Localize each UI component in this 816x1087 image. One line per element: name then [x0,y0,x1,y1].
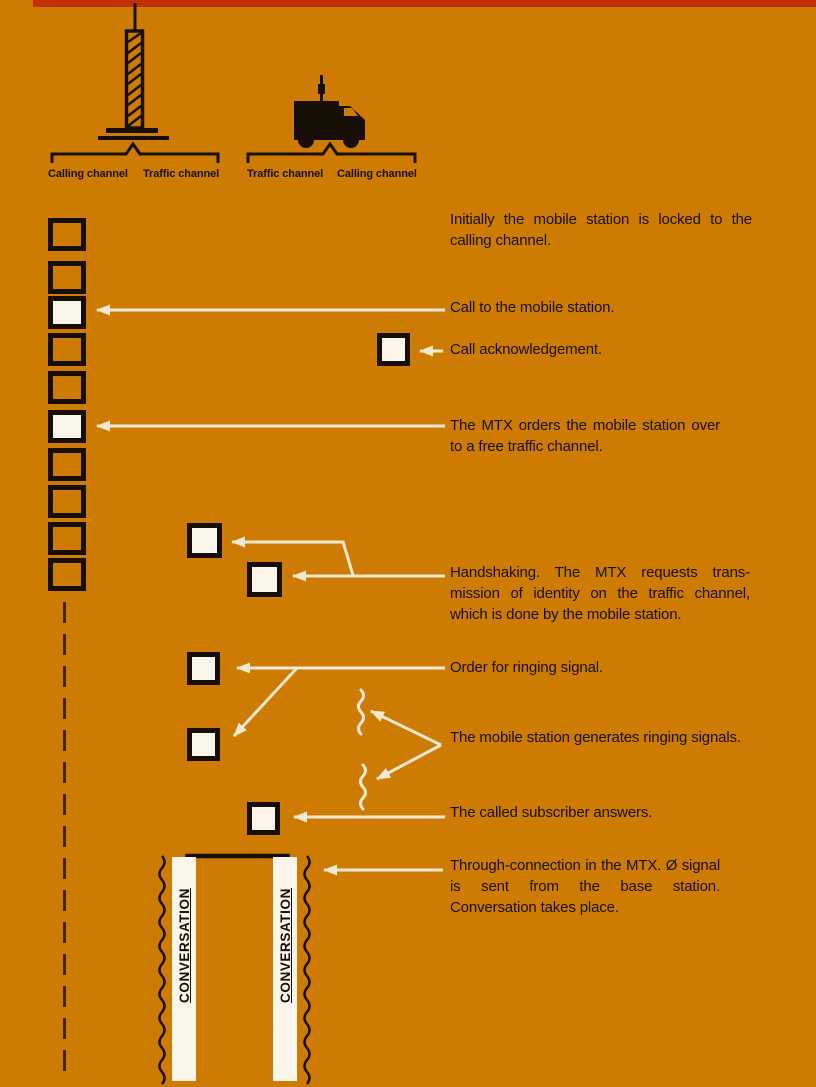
step-text-initial: Initially the mobile station is locked to the calling channel. [450,211,752,249]
step-text-call: Call to the mobile station. [450,299,615,316]
conversation-label: CONVERSATION [176,887,192,1003]
step-text-ringing-order: Order for ringing signal. [450,659,603,676]
arrow-ringing-signal-lower [377,745,441,779]
top-edge-strip [33,0,816,7]
mobile-traffic-channel-label: Traffic channel [247,168,324,180]
mobile-station-brace [248,144,415,163]
signal-box-answer [247,802,280,835]
ringing-squiggle-lower [361,765,366,809]
signal-box [48,218,86,251]
signal-box-call-ack [377,333,410,366]
base-calling-channel-label: Calling channel [48,168,128,180]
conversation-bar-right [273,857,297,1081]
signal-box-ringing-order [187,652,220,685]
signal-box [48,261,86,294]
conversation-wave-left [160,856,165,1084]
signal-box-handshake-up [187,523,222,558]
signal-box-call [48,296,86,329]
signal-box-mtx-order [48,410,86,443]
signal-box [48,371,86,404]
conversation-wave-right [305,856,310,1084]
signal-box [48,558,86,591]
signal-box-handshake-down [247,562,282,597]
conversation-label: CONVERSATION [277,887,293,1003]
base-traffic-channel-label: Traffic channel [143,168,220,180]
mobile-calling-channel-label: Calling channel [337,168,417,180]
ringing-squiggle-upper [359,690,364,734]
conversation-bar-left [172,857,196,1081]
truck-icon [294,75,365,148]
step-text-through: Through-connection in the MTX. Ø signal is sent from the base station. Conversation takes place. [450,857,720,916]
arrow-ringing-generate [234,668,297,736]
step-text-handshaking: Handshaking. The MTX requests trans-mission of identity on the traffic channel, which is done by the mobile station. [450,564,750,623]
signal-box [48,333,86,366]
step-text-call-ack: Call acknowledgement. [450,341,602,358]
step-text-answer: The called subscriber answers. [450,804,653,821]
signal-box [48,448,86,481]
step-text-mtx-order: The MTX orders the mobile station over to a free traffic channel. [450,417,720,455]
signal-box-ringing-generate [187,728,220,761]
radio-tower-icon [98,3,169,138]
signal-box [48,522,86,555]
arrow-ringing-signal-upper [371,711,441,745]
base-station-brace [52,144,218,163]
signal-box [48,485,86,518]
step-text-ringing-signal: The mobile station generates ringing signals. [450,729,741,746]
